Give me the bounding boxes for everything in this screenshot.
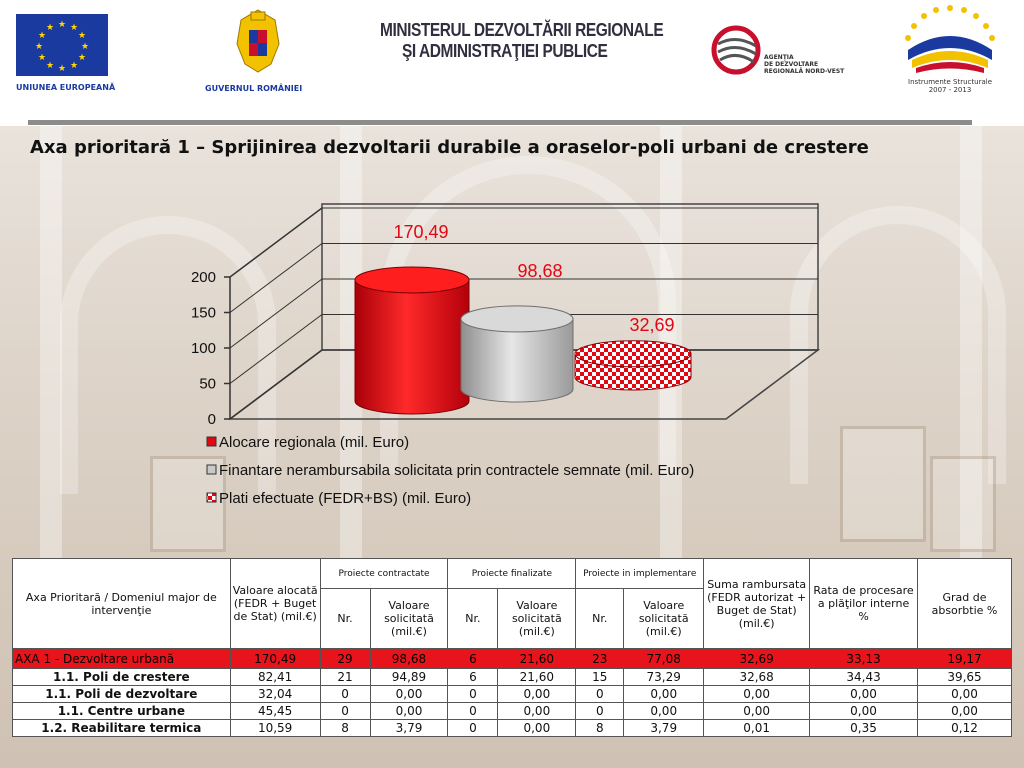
svg-text:★: ★ <box>77 53 87 63</box>
bar-top <box>575 341 691 367</box>
legend-swatch <box>207 437 216 446</box>
table-cell: 82,41 <box>230 669 320 686</box>
svg-text:★: ★ <box>69 61 79 71</box>
header-nr: Nr. <box>448 589 498 649</box>
table-cell: 0,01 <box>704 720 810 737</box>
table-cell: 0 <box>576 703 624 720</box>
data-label: 98,68 <box>517 261 563 281</box>
table-cell: 0,00 <box>704 703 810 720</box>
y-tick-label: 150 <box>190 304 216 322</box>
table-cell: 73,29 <box>624 669 704 686</box>
table-cell: 0 <box>320 703 370 720</box>
header-alloc: Valoare alocată (FEDR + Buget de Stat) (mil.€) <box>230 559 320 649</box>
table-cell: 33,13 <box>810 649 918 669</box>
table-row <box>13 669 1012 686</box>
svg-text:★: ★ <box>45 23 55 33</box>
header-suma: Suma rambursata (FEDR autorizat + Buget de Stat) (mil.€) <box>704 559 810 649</box>
svg-text:★: ★ <box>80 42 90 52</box>
table-cell: 19,17 <box>917 649 1011 669</box>
bar-top <box>461 306 573 332</box>
table-cell: 21 <box>320 669 370 686</box>
table-cell: 32,04 <box>230 686 320 703</box>
table-cell: 0,00 <box>624 703 704 720</box>
data-label: 32,69 <box>629 315 675 335</box>
table-cell: 0 <box>320 686 370 703</box>
svg-text:★: ★ <box>37 53 47 63</box>
table-cell: 6 <box>448 669 498 686</box>
row-label: 1.1. Centre urbane <box>13 703 231 720</box>
table-cell: 3,79 <box>624 720 704 737</box>
table-cell: 29 <box>320 649 370 669</box>
table-cell: 0,00 <box>810 686 918 703</box>
table-cell: 0,35 <box>810 720 918 737</box>
row-label: AXA 1 - Dezvoltare urbană <box>13 649 231 669</box>
agency-line-3: REGIONALĂ NORD-VEST <box>764 68 845 75</box>
table-cell: 0,00 <box>498 703 576 720</box>
table-cell: 98,68 <box>370 649 448 669</box>
svg-text:★: ★ <box>57 64 67 74</box>
table-cell: 0,00 <box>917 703 1011 720</box>
table-cell: 0,12 <box>917 720 1011 737</box>
ministry-line-2: ŞI ADMINISTRAŢIEI PUBLICE <box>402 41 608 61</box>
legend-label: Plati efectuate (FEDR+BS) (mil. Euro) <box>219 490 472 507</box>
y-tick-label: 50 <box>199 375 216 393</box>
eu-label: UNIUNEA EUROPEANĂ <box>16 83 116 92</box>
table-row-axis <box>13 649 1012 669</box>
svg-text:★: ★ <box>69 23 79 33</box>
table-cell: 0,00 <box>704 686 810 703</box>
table-cell: 0,00 <box>624 686 704 703</box>
svg-text:★: ★ <box>37 31 47 41</box>
table-row <box>13 720 1012 737</box>
table-cell: 8 <box>576 720 624 737</box>
table-cell: 94,89 <box>370 669 448 686</box>
y-tick-label: 200 <box>190 269 216 286</box>
table-cell: 0 <box>448 720 498 737</box>
table-cell: 6 <box>448 649 498 669</box>
table-cell: 45,45 <box>230 703 320 720</box>
table-cell: 10,59 <box>230 720 320 737</box>
government-label: GUVERNUL ROMÂNIEI <box>205 84 303 93</box>
table-row <box>13 703 1012 720</box>
header-rata: Rata de procesare a plăţilor interne % <box>810 559 918 649</box>
svg-text:★: ★ <box>34 42 44 52</box>
header-grad: Grad de absorbtie % <box>917 559 1011 649</box>
legend <box>207 434 694 507</box>
table-cell: 15 <box>576 669 624 686</box>
bar-body <box>355 280 469 414</box>
bar <box>461 306 573 402</box>
header-nr: Nr. <box>320 589 370 649</box>
header-val: Valoare solicitată (mil.€) <box>498 589 576 649</box>
table-row <box>13 686 1012 703</box>
table-cell: 0,00 <box>917 686 1011 703</box>
instrumente-line-2: 2007 - 2013 <box>928 86 972 94</box>
bar-top <box>355 267 469 293</box>
table-cell: 21,60 <box>498 669 576 686</box>
agency-line-1: AGENŢIA <box>764 54 794 61</box>
table-cell: 0,00 <box>370 686 448 703</box>
table-cell: 21,60 <box>498 649 576 669</box>
bar <box>355 267 469 414</box>
header-val: Valoare solicitată (mil.€) <box>624 589 704 649</box>
table-cell: 39,65 <box>917 669 1011 686</box>
table-cell: 0 <box>448 703 498 720</box>
table-cell: 0,00 <box>498 720 576 737</box>
table-cell: 0,00 <box>370 703 448 720</box>
legend-label: Finantare nerambursabila solicitata prin contractele semnate (mil. Euro) <box>219 462 695 479</box>
slide-title: Axa prioritară 1 – Sprijinirea dezvoltarii durabile a oraselor-poli urbani de crestere <box>30 137 869 158</box>
table-cell: 0,00 <box>810 703 918 720</box>
data-label: 170,49 <box>393 222 449 242</box>
table-cell: 32,68 <box>704 669 810 686</box>
svg-text:★: ★ <box>57 20 67 30</box>
table-cell: 8 <box>320 720 370 737</box>
legend-swatch <box>207 493 216 502</box>
row-label: 1.2. Reabilitare termica <box>13 720 231 737</box>
table-cell: 32,69 <box>704 649 810 669</box>
header-nr: Nr. <box>576 589 624 649</box>
y-tick-label: 0 <box>207 411 216 428</box>
header-contracted: Proiecte contractate <box>320 559 448 589</box>
svg-text:★: ★ <box>45 61 55 71</box>
table-cell: 170,49 <box>230 649 320 669</box>
header-implementation: Proiecte in implementare <box>576 559 704 589</box>
data-table <box>12 558 1012 737</box>
table-cell: 34,43 <box>810 669 918 686</box>
y-tick-label: 100 <box>190 340 216 357</box>
header-finalized: Proiecte finalizate <box>448 559 576 589</box>
row-label: 1.1. Poli de crestere <box>13 669 231 686</box>
row-label: 1.1. Poli de dezvoltare <box>13 686 231 703</box>
legend-label: Alocare regionala (mil. Euro) <box>219 434 410 451</box>
y-axis <box>191 269 230 428</box>
table-cell: 0 <box>576 686 624 703</box>
table-cell: 0 <box>448 686 498 703</box>
header-axis: Axa Prioritară / Domeniul major de intervenţie <box>13 559 231 649</box>
agency-line-2: DE DEZVOLTARE <box>764 61 819 68</box>
table-cell: 23 <box>576 649 624 669</box>
table-cell: 77,08 <box>624 649 704 669</box>
table-cell: 0,00 <box>498 686 576 703</box>
instrumente-line-1: Instrumente Structurale <box>908 78 992 86</box>
table-cell: 3,79 <box>370 720 448 737</box>
header-val: Valoare solicitată (mil.€) <box>370 589 448 649</box>
svg-text:★: ★ <box>77 31 87 41</box>
legend-swatch <box>207 465 216 474</box>
ministry-line-1: MINISTERUL DEZVOLTĂRII REGIONALE <box>380 20 664 40</box>
bar <box>575 341 691 390</box>
